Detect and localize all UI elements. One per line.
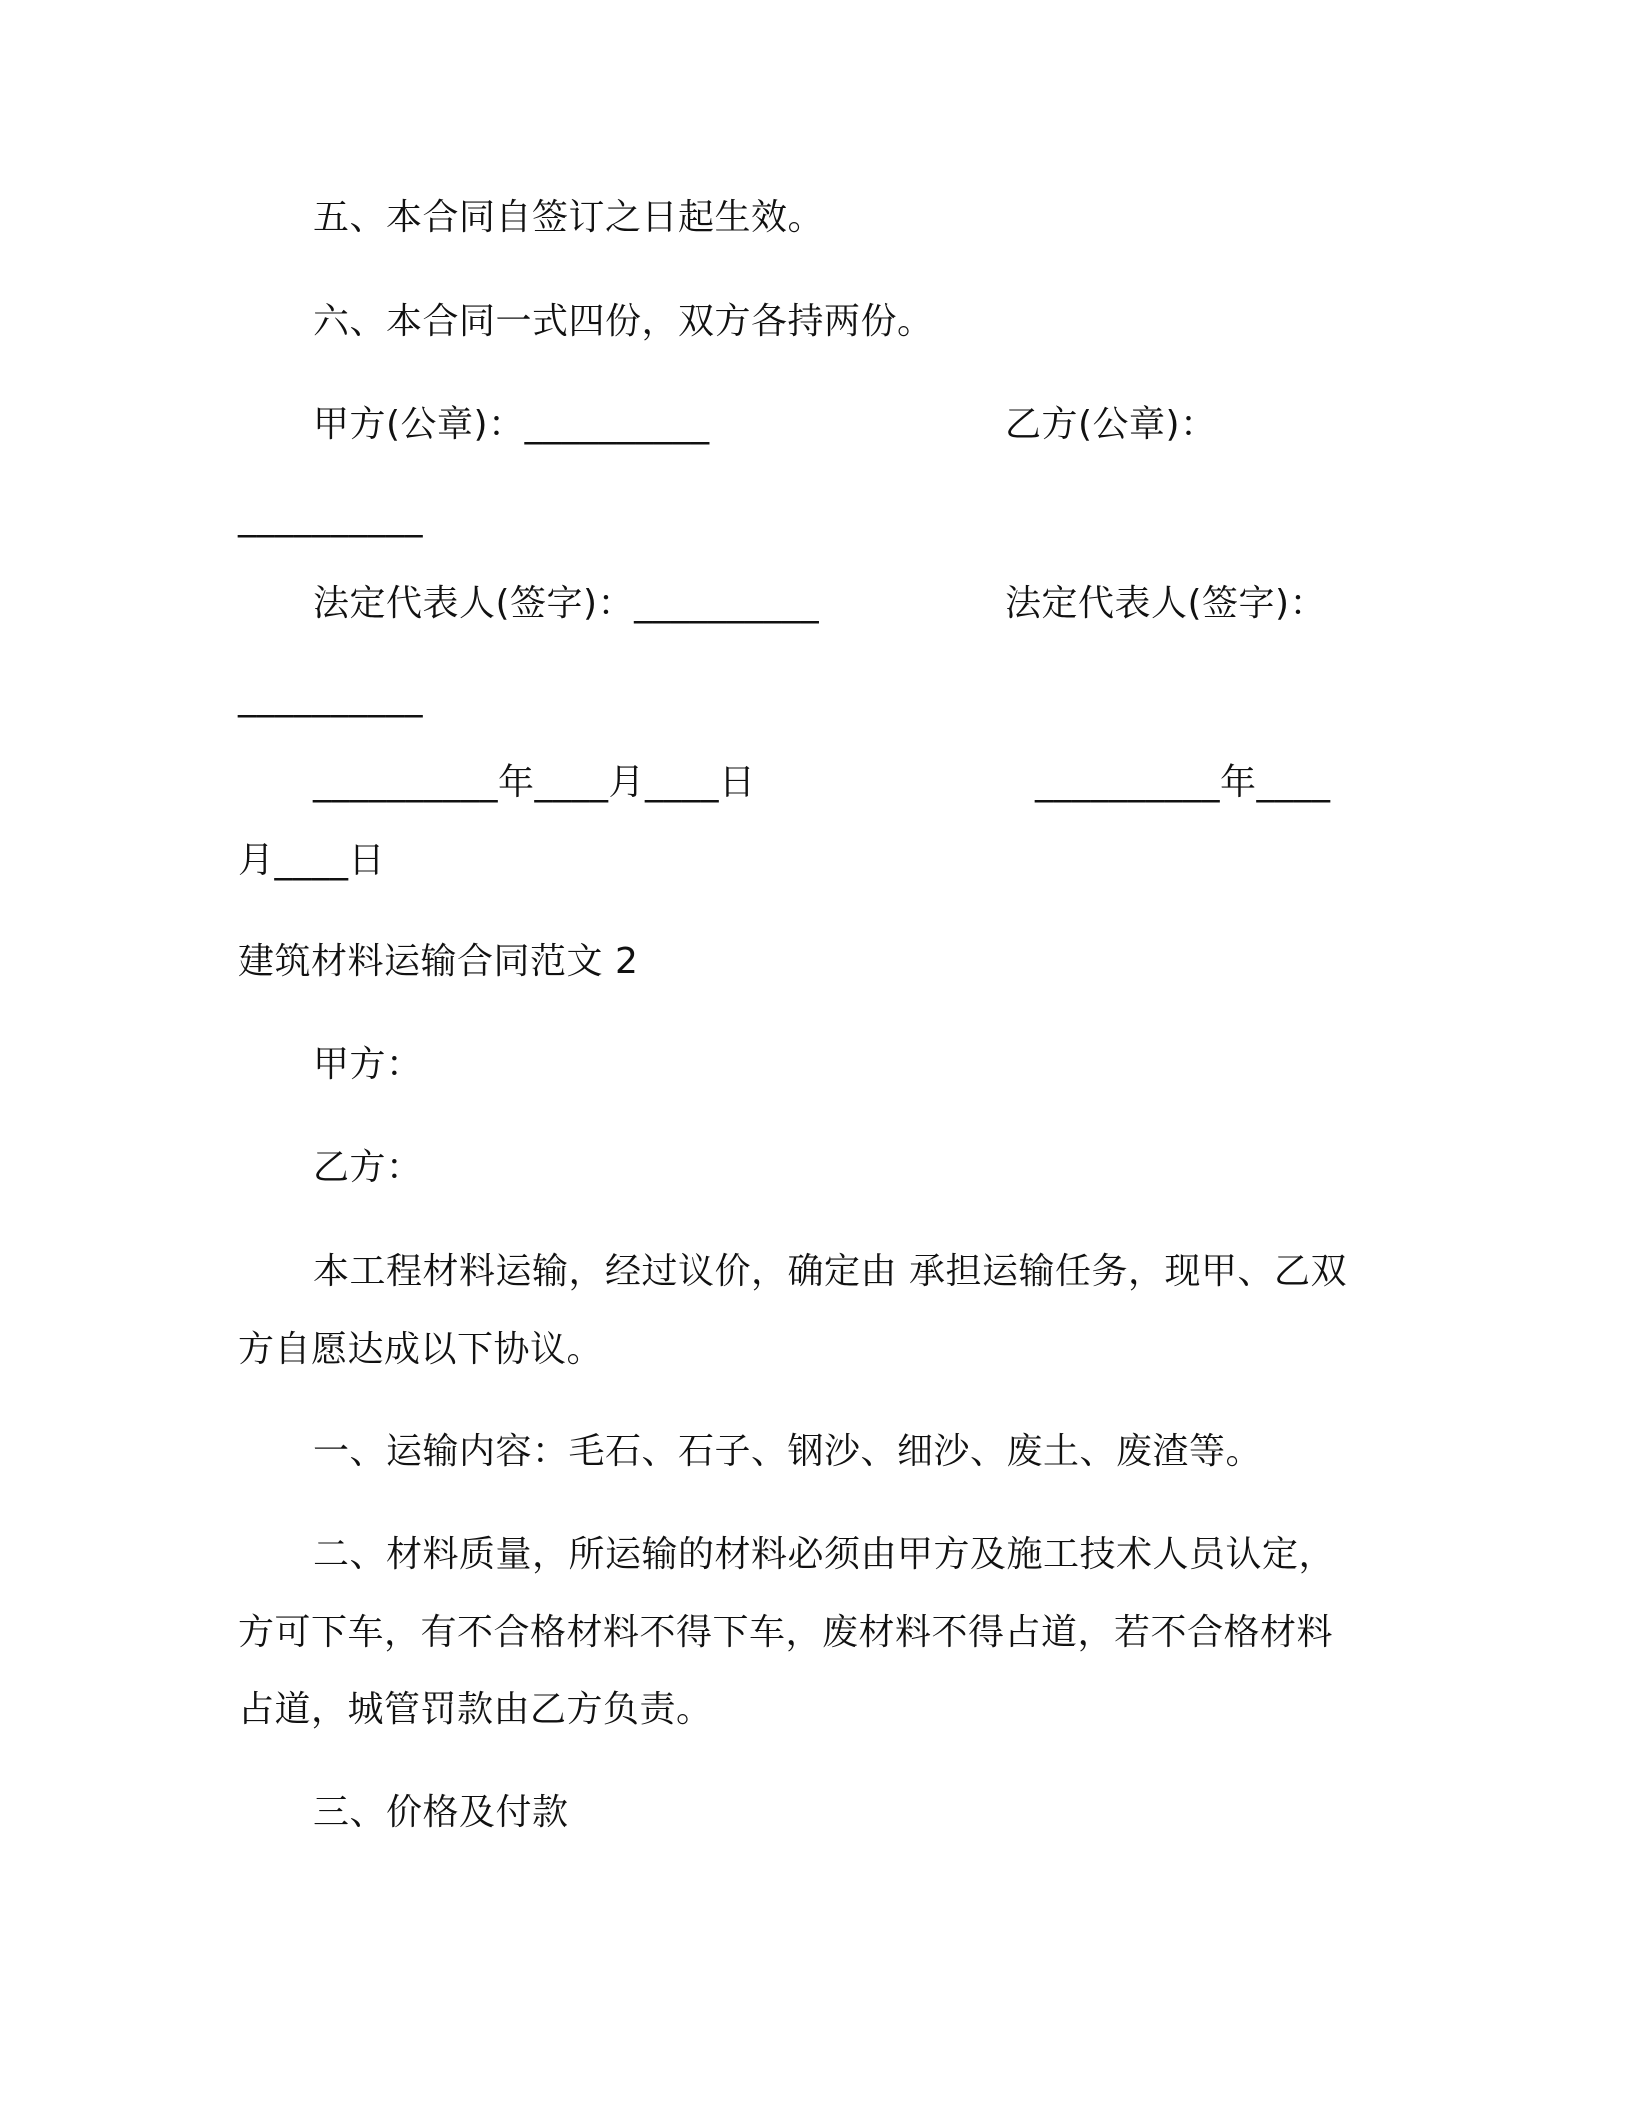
item-2-line-3: 占道，城管罚款由乙方负责。 [238,1689,713,1730]
party-b: 乙方： [313,1147,423,1188]
clause-5: 五、本合同自签订之日起生效。 [313,197,825,238]
item-2-line-2: 方可下车，有不合格材料不得下车，废材料不得占道，若不合格材料 [238,1612,1334,1653]
party-a-seal: 甲方(公章)：__________ [313,404,710,445]
party-b-seal: 乙方(公章)： [1005,404,1217,445]
party-b-seal-blank: __________ [238,497,423,538]
legal-rep-a: 法定代表人(签字)：__________ [313,583,820,624]
intro-line-1: 本工程材料运输，经过议价，确定由 承担运输任务，现甲、乙双 [313,1251,1347,1292]
date-b-part1: __________年____ [1035,762,1331,803]
clause-6: 六、本合同一式四份，双方各持两份。 [313,301,934,342]
intro-line-2: 方自愿达成以下协议。 [238,1329,604,1370]
item-3: 三、价格及付款 [313,1792,569,1833]
item-2-line-1: 二、材料质量，所运输的材料必须由甲方及施工技术人员认定， [313,1534,1336,1575]
item-1: 一、运输内容：毛石、石子、钢沙、细沙、废土、废渣等。 [313,1431,1263,1472]
section-title: 建筑材料运输合同范文 2 [238,941,639,982]
legal-rep-b-blank: __________ [238,677,423,718]
date-b-part2: 月____日 [238,840,386,881]
legal-rep-b: 法定代表人(签字)： [1005,583,1327,624]
date-a: __________年____月____日 [313,762,756,803]
party-a: 甲方： [313,1044,423,1085]
